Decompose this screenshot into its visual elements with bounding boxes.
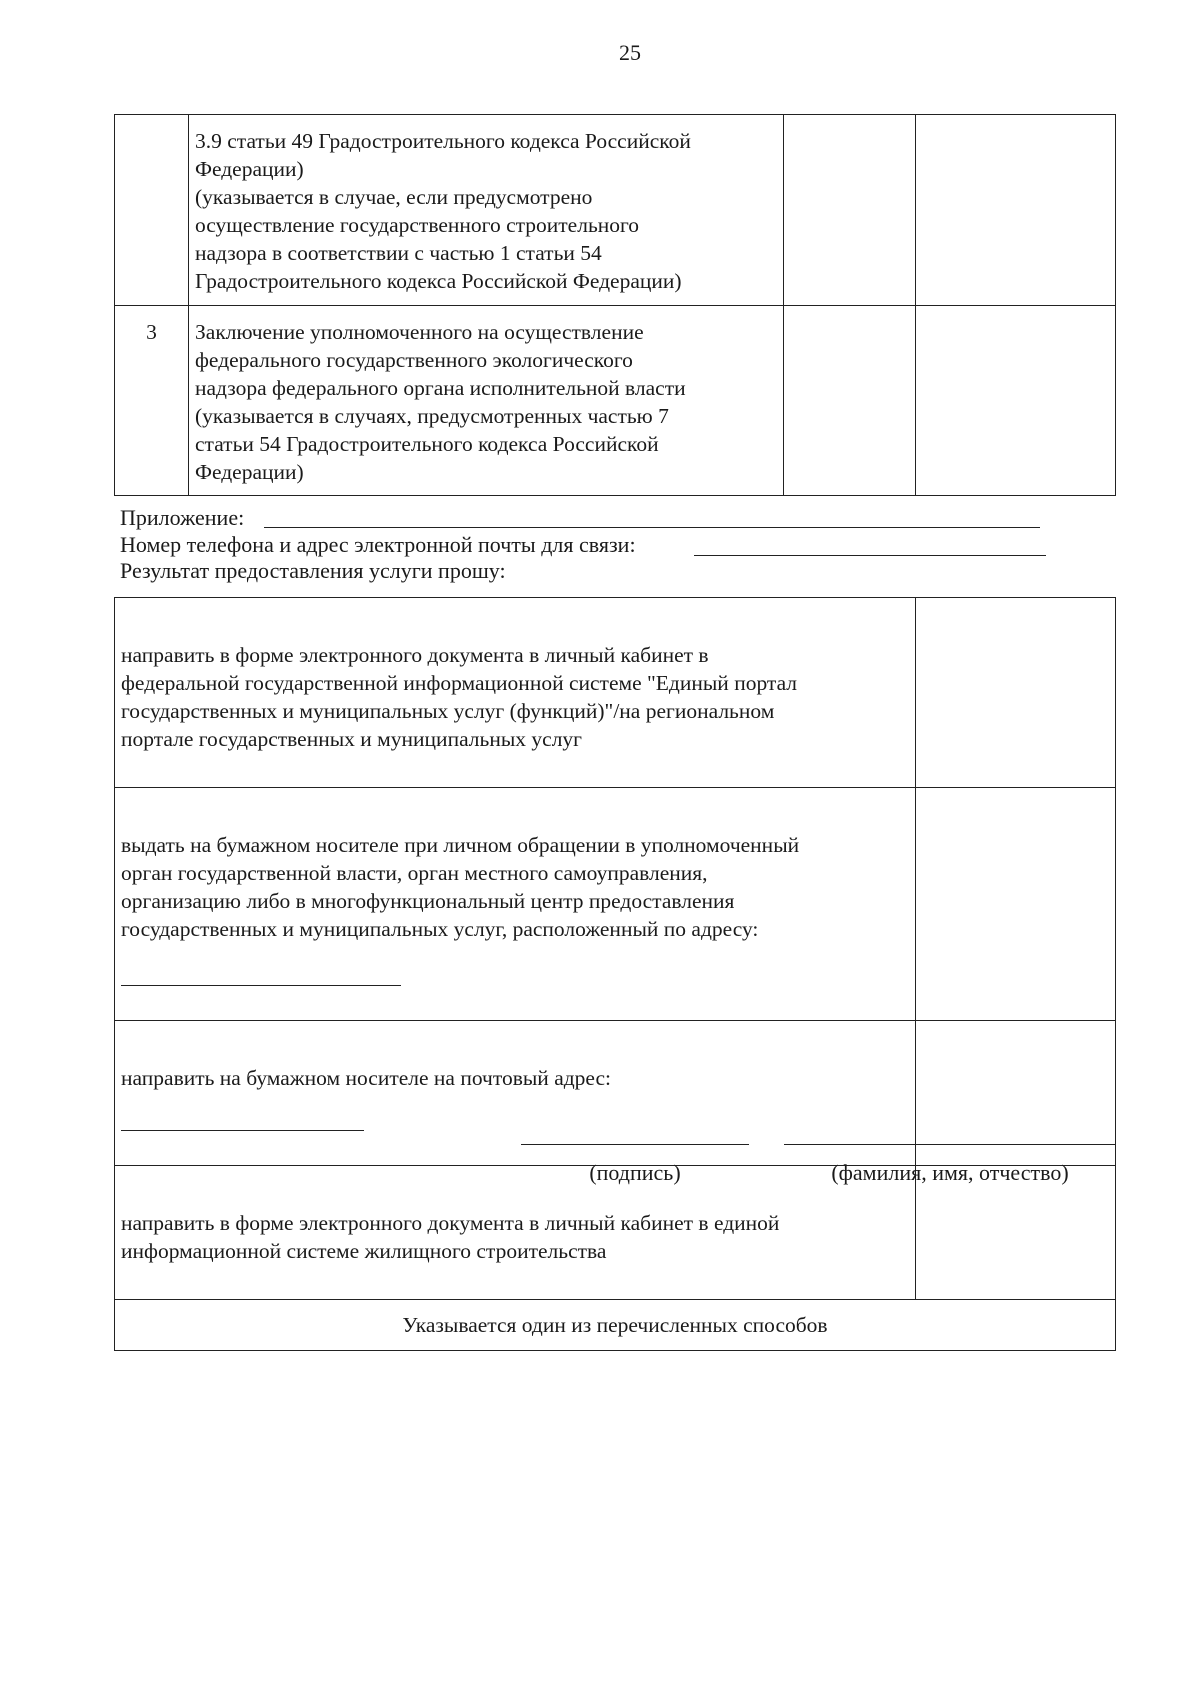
- attachment-field[interactable]: [264, 527, 1040, 528]
- option-text: выдать на бумажном носителе при личном обращении в уполномоченный орган государственной власти, орган местного самоуправления, организацию либо в многофункциональный центр предоставления государственных и муниципальных услуг, расположенный по адресу:: [121, 833, 800, 941]
- attachment-label: Приложение:: [120, 505, 245, 530]
- option-checkbox-cell[interactable]: [916, 788, 1116, 1021]
- requirements-table: [114, 114, 1116, 496]
- result-request-label: Результат предоставления услуги прошу:: [120, 558, 506, 583]
- empty-cell[interactable]: [916, 115, 1116, 306]
- option-text: направить в форме электронного документа в личный кабинет в единой информационной системе жилищного строительства: [121, 1211, 780, 1263]
- contact-field[interactable]: [694, 555, 1046, 556]
- table-row: [115, 115, 1116, 306]
- page-number: 25: [619, 40, 641, 65]
- option-checkbox-cell[interactable]: [916, 598, 1116, 788]
- postal-address-field[interactable]: [121, 1130, 364, 1131]
- row-description: Заключение уполномоченного на осуществление федерального государственного экологического надзора федерального органа исполнительной власти (указывается в случаях, предусмотренных частью 7 статьи 54 Градостроительного кодекса Российской Федерации): [189, 306, 784, 496]
- full-name-line[interactable]: [784, 1144, 1116, 1145]
- delivery-option-in-person: [115, 788, 916, 1021]
- full-name-caption: (фамилия, имя, отчество): [831, 1160, 1069, 1185]
- contact-label: Номер телефона и адрес электронной почты для связи:: [120, 532, 636, 557]
- table-row: [115, 306, 1116, 496]
- delivery-note: Указывается один из перечисленных способов: [115, 1300, 1116, 1351]
- empty-cell[interactable]: [784, 306, 916, 496]
- signature-line[interactable]: [521, 1144, 749, 1145]
- signature-caption: (подпись): [589, 1160, 681, 1185]
- option-text: направить на бумажном носителе на почтовый адрес:: [121, 1066, 612, 1090]
- delivery-method-table: [114, 597, 1116, 1351]
- delivery-note-row: [115, 1300, 1116, 1351]
- row-description: 3.9 статьи 49 Градостроительного кодекса Российской Федерации) (указывается в случае, если предусмотрено осуществление государственного строительного надзора в соответствии с частью 1 статьи 54 Градостроительного кодекса Российской Федерации): [189, 115, 784, 306]
- address-field[interactable]: [121, 985, 401, 986]
- row-number: 3: [115, 306, 189, 496]
- row-number: [115, 115, 189, 306]
- option-text: направить в форме электронного документа в личный кабинет в федеральной государственной информационной системе "Единый портал государственных и муниципальных услуг (функций)"/на региональном портале государственных и муниципальных услуг: [121, 643, 798, 751]
- delivery-option-row: [115, 598, 1116, 788]
- empty-cell[interactable]: [784, 115, 916, 306]
- delivery-option-epgu: [115, 598, 916, 788]
- empty-cell[interactable]: [916, 306, 1116, 496]
- delivery-option-row: [115, 788, 1116, 1021]
